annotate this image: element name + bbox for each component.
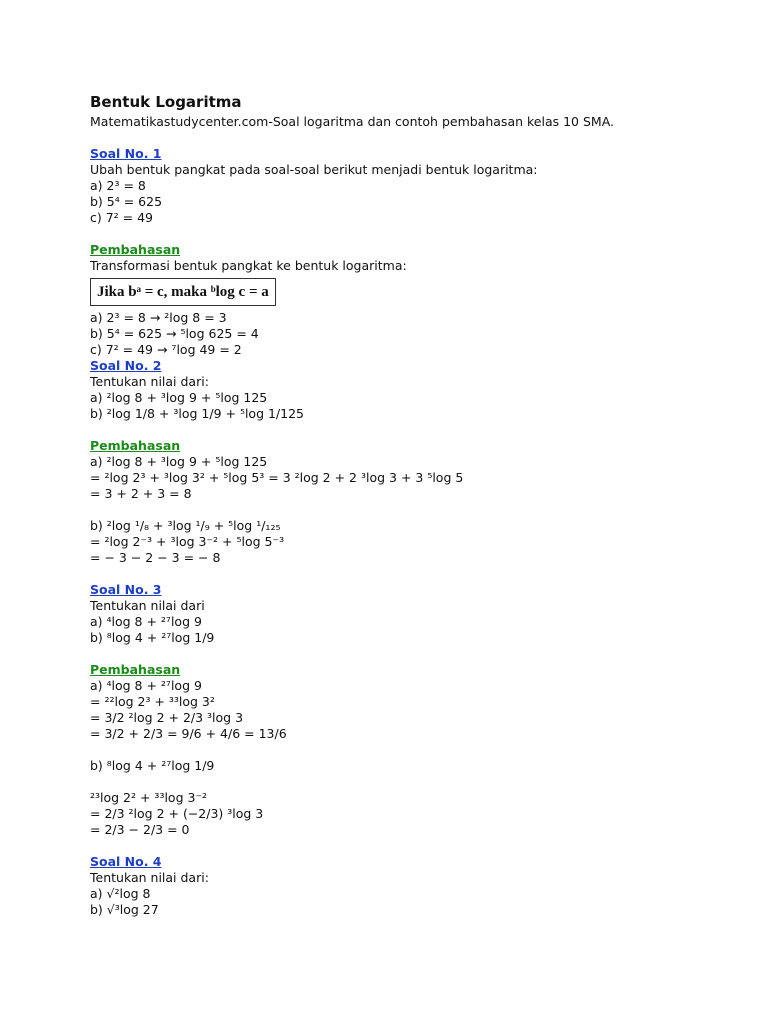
text-line: c) 7² = 49 → ⁷log 49 = 2 bbox=[90, 342, 242, 357]
text-line: c) 7² = 49 bbox=[90, 210, 154, 225]
text-line: a) ²log 8 + ³log 9 + ⁵log 125 bbox=[90, 390, 268, 405]
text-line: b) ²log 1/8 + ³log 1/9 + ⁵log 1/125 bbox=[90, 406, 305, 421]
text-line: a) ⁴log 8 + ²⁷log 9 bbox=[90, 678, 202, 693]
page-title: Bentuk Logaritma bbox=[90, 93, 242, 111]
text-line: b) 5⁴ = 625 → ⁵log 625 = 4 bbox=[90, 326, 259, 341]
text-line: = − 3 − 2 − 3 = − 8 bbox=[90, 550, 221, 565]
text-line: a) ⁴log 8 + ²⁷log 9 bbox=[90, 614, 202, 629]
text-line: a) 2³ = 8 → ²log 8 = 3 bbox=[90, 310, 227, 325]
text-line: a) √²log 8 bbox=[90, 886, 151, 901]
text-line: = 3/2 + 2/3 = 9/6 + 4/6 = 13/6 bbox=[90, 726, 287, 741]
text-line: Transformasi bentuk pangkat ke bentuk logaritma: bbox=[90, 258, 407, 273]
text-line: a) ²log 8 + ³log 9 + ⁵log 125 bbox=[90, 454, 268, 469]
text-line: b) √³log 27 bbox=[90, 902, 159, 917]
pembahasan-2-link[interactable]: Pembahasan bbox=[90, 438, 181, 453]
text-line: = ²log 2³ + ³log 3² + ⁵log 5³ = 3 ²log 2 + 2 ³log 3 + 3 ⁵log 5 bbox=[90, 470, 464, 485]
text-line: ²³log 2² + ³³log 3⁻² bbox=[90, 790, 208, 805]
text-line: b) 5⁴ = 625 bbox=[90, 194, 163, 209]
soal-2-link[interactable]: Soal No. 2 bbox=[90, 358, 162, 373]
text-line: a) 2³ = 8 bbox=[90, 178, 146, 193]
page-subtitle: Matematikastudycenter.com-Soal logaritma dan contoh pembahasan kelas 10 SMA. bbox=[90, 114, 614, 129]
text-line bbox=[90, 502, 730, 518]
formula-box: Jika bᵃ = c, maka ᵇlog c = a bbox=[90, 278, 276, 306]
text-line bbox=[90, 774, 730, 790]
text-line: = 2/3 ²log 2 + (−2/3) ³log 3 bbox=[90, 806, 264, 821]
text-line: b) ⁸log 4 + ²⁷log 1/9 bbox=[90, 630, 215, 645]
soal-1-link[interactable]: Soal No. 1 bbox=[90, 146, 162, 161]
text-line: = ²²log 2³ + ³³log 3² bbox=[90, 694, 215, 709]
soal-3-link[interactable]: Soal No. 3 bbox=[90, 582, 162, 597]
text-line: = 3/2 ²log 2 + 2/3 ³log 3 bbox=[90, 710, 244, 725]
text-line: b) ⁸log 4 + ²⁷log 1/9 bbox=[90, 758, 215, 773]
text-line: = 3 + 2 + 3 = 8 bbox=[90, 486, 192, 501]
soal-4-link[interactable]: Soal No. 4 bbox=[90, 854, 162, 869]
text-line: Tentukan nilai dari: bbox=[90, 374, 209, 389]
text-line: b) ²log ¹/₈ + ³log ¹/₉ + ⁵log ¹/₁₂₅ bbox=[90, 518, 281, 533]
pembahasan-1-link[interactable]: Pembahasan bbox=[90, 242, 181, 257]
text-line: Tentukan nilai dari bbox=[90, 598, 205, 613]
text-line: = 2/3 − 2/3 = 0 bbox=[90, 822, 190, 837]
text-line: Tentukan nilai dari: bbox=[90, 870, 209, 885]
pembahasan-3-link[interactable]: Pembahasan bbox=[90, 662, 181, 677]
text-line: Ubah bentuk pangkat pada soal-soal berikut menjadi bentuk logaritma: bbox=[90, 162, 538, 177]
text-line: = ²log 2⁻³ + ³log 3⁻² + ⁵log 5⁻³ bbox=[90, 534, 285, 549]
text-line bbox=[90, 742, 730, 758]
document-body bbox=[90, 92, 730, 918]
